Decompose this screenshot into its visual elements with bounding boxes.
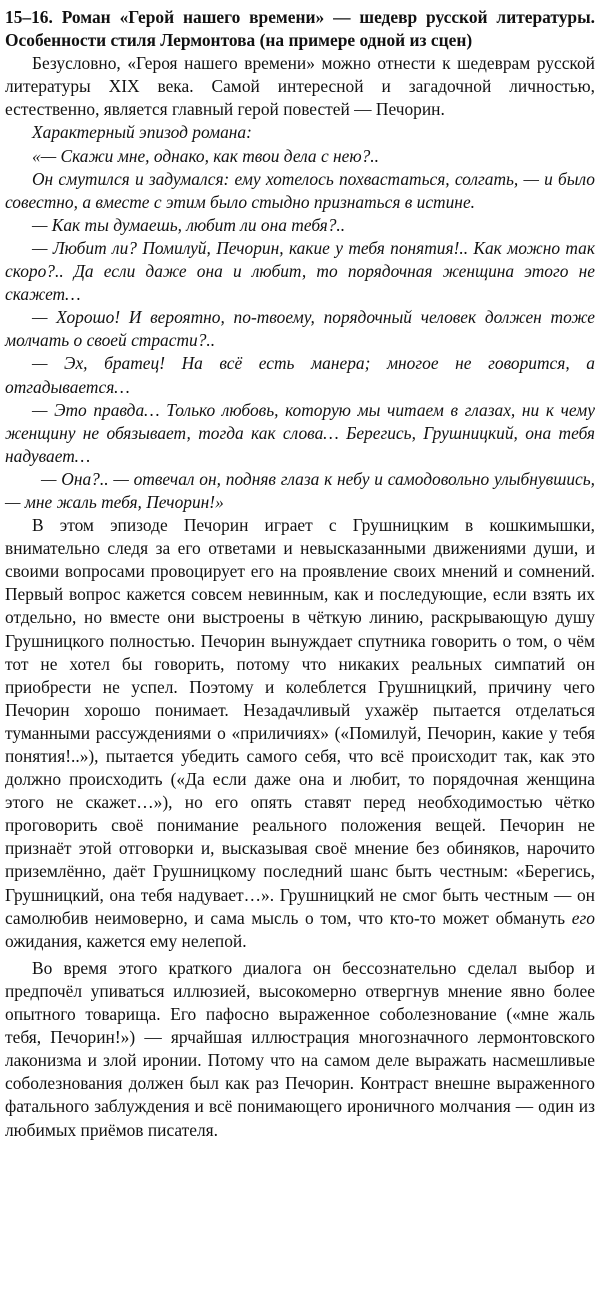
quote-line: — Любит ли? Помилуй, Печорин, какие у тебя понятия!.. Как можно так скоро?.. Да если даже она и любит, то порядочная женщина этого не скажет… [5, 237, 595, 305]
analysis-text: В этом эпизоде Печорин играет с Грушницким в кошкимышки, внимательно следя за его ответами и невысказанными движениями души, и своими вопросами провоцирует его на проявление своих мнений и сомнений. Первый вопрос кажется совсем невинным, как и последующие, если взять их отдельно, но вместе они выстроены в чёткую линию, раскрывающую душу Грушницкого полностью. Печорин вынуждает спутника говорить о том, о чём тот не хотел бы говорить, потому что никаких реальных симпатий он приобрести не успел. Поэтому и колеблется Грушницкий, причину чего Печорин хорошо понимает. Незадачливый ухажёр пытается отделаться туманными рассуждениями о «приличиях» («Помилуй, Печорин, какие у тебя понятия!..»), пытается убедить самого себя, что всё происходит так, как это должно происходить («Да если даже она и любит, то порядочная женщина этого не скажет…»), но его опять ставят перед необходимостью чётко проговорить своё понимание реального положения вещей. Печорин не признаёт этой отговорки и, высказывая своё мнение без обиняков, нарочито приземлённо, даёт Грушницкому последний шанс быть честным: «Берегись, Грушницкий, она тебя надувает…». Грушницкий не смог быть честным — он самолюбив неимоверно, и сама мысль о том, что кто-то может обмануть [5, 515, 595, 928]
document-page [5, 6, 595, 1142]
analysis-paragraph-2: Во время этого краткого диалога он бессознательно сделал выбор и предпочёл упиваться иллюзией, высокомерно отвергнув мнение явно более опытного товарища. Его пафосно выраженное соболезнование («мне жаль тебя, Печорин!») — ярчайшая иллюстрация многозначного лермонтовского лаконизма и злой иронии. Потому что на самом деле выражать насмешливые соболезнования должен был как раз Печорин. Контраст внешне выраженного фатального заблуждения и всё понимающего ироничного молчания — один из любимых приёмов писателя. [5, 957, 595, 1140]
quote-line: — Хорошо! И вероятно, по-твоему, порядочный человек должен тоже молчать о своей страсти?.. [5, 307, 595, 351]
intro-paragraph: Безусловно, «Героя нашего времени» можно отнести к шедеврам русской литературы XIX века. Самой интересной и загадочной личностью, естественно, является главный герой повестей — Печорин. [5, 53, 595, 120]
quote-line: «— Скажи мне, однако, как твои дела с нею?.. [32, 145, 380, 166]
emphasis-word: его [571, 907, 595, 928]
analysis-text-end: ожидания, кажется ему нелепой. [5, 930, 247, 951]
section-title: 15–16. Роман «Герой нашего времени» — шедевр русской литературы. Особенности стиля Лермонтова (на примере одной из сцен) [5, 7, 595, 51]
analysis-paragraph-1 [5, 514, 595, 953]
quote-intro: Характерный эпизод романа: [32, 122, 252, 143]
quote-line: — Это правда… Только любовь, которую мы читаем в глазах, ни к чему женщину не обязывает, тогда как слова… Берегись, Грушницкий, она тебя надувает… [5, 399, 595, 466]
quote-line: Он смутился и задумался: ему хотелось похвастаться, солгать, — и было совестно, а вместе с этим было стыдно признаться в истине. [5, 168, 595, 212]
quote-line: — Эх, братец! На всё есть манера; многое не говорится, а отгадывается… [5, 353, 595, 397]
quote-line: — Как ты думаешь, любит ли она тебя?.. [32, 214, 346, 235]
quote-line: — Она?.. — отвечал он, подняв глаза к небу и самодовольно улыбнувшись, — мне жаль тебя, Печорин!» [5, 468, 595, 512]
